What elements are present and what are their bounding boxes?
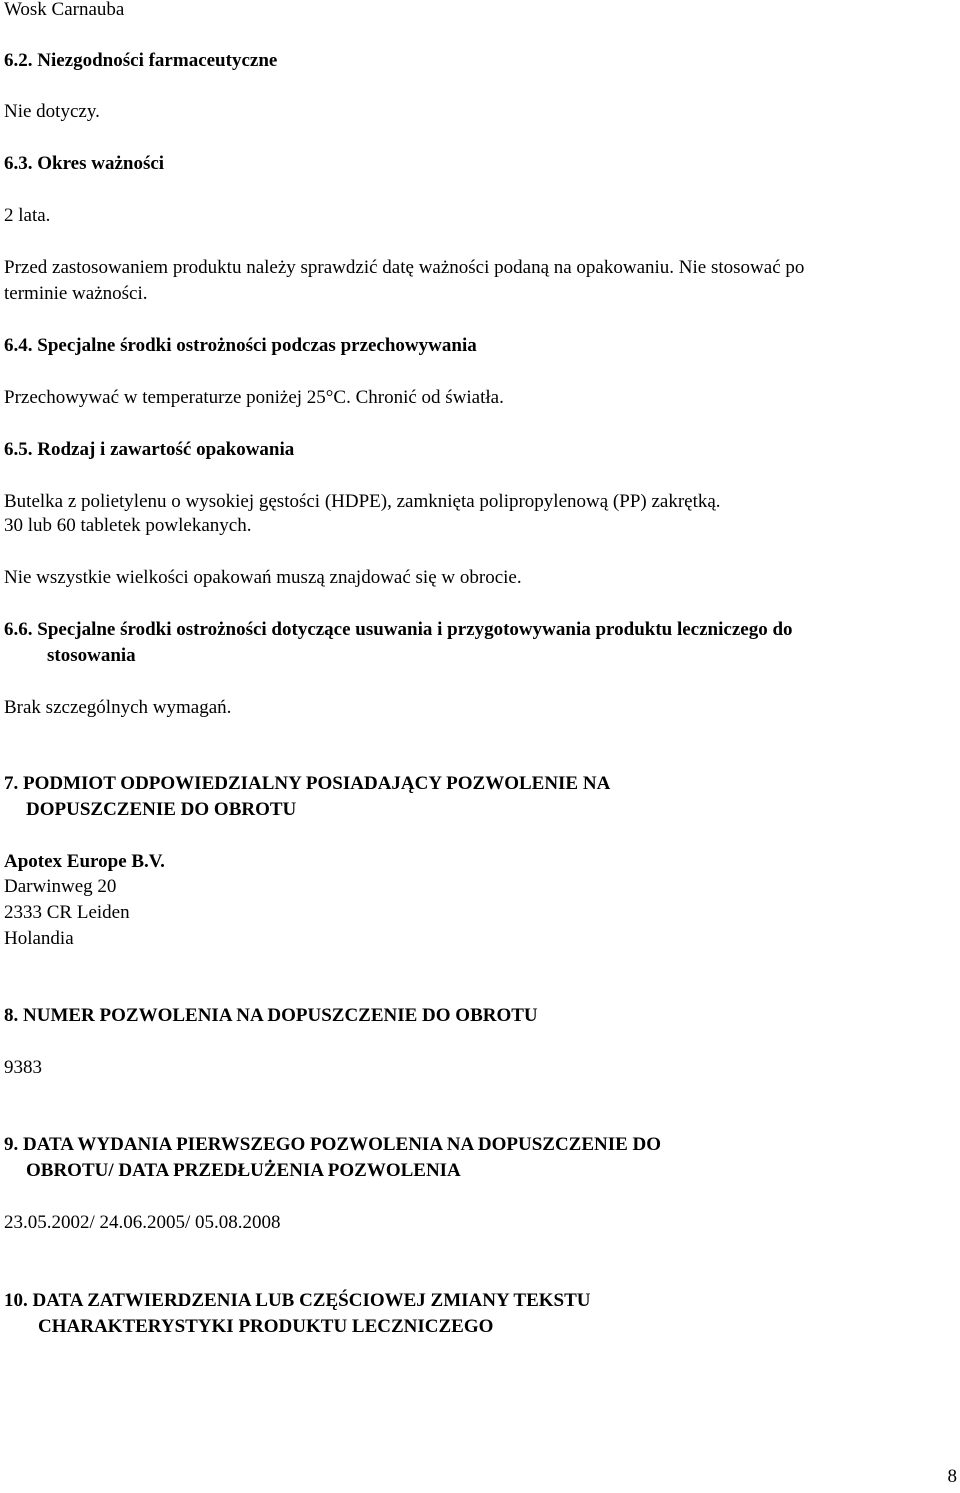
company-city: 2333 CR Leiden bbox=[4, 902, 130, 923]
section-6-5-text-3: Nie wszystkie wielkości opakowań muszą znajdować się w obrocie. bbox=[4, 567, 522, 588]
section-6-2-text: Nie dotyczy. bbox=[4, 101, 100, 122]
company-name: Apotex Europe B.V. bbox=[4, 851, 165, 872]
authorization-number: 9383 bbox=[4, 1057, 42, 1078]
authorization-dates: 23.05.2002/ 24.06.2005/ 05.08.2008 bbox=[4, 1212, 281, 1233]
company-country: Holandia bbox=[4, 928, 74, 949]
section-6-3-text-2-line-2: terminie ważności. bbox=[4, 283, 148, 304]
section-6-3-heading: 6.3. Okres ważności bbox=[4, 153, 165, 174]
section-7-heading-line-2: DOPUSZCZENIE DO OBROTU bbox=[26, 799, 297, 820]
section-6-5-text-2: 30 lub 60 tabletek powlekanych. bbox=[4, 515, 252, 536]
section-6-4-heading: 6.4. Specjalne środki ostrożności podczas przechowywania bbox=[4, 335, 477, 356]
section-6-6-text: Brak szczególnych wymagań. bbox=[4, 697, 232, 718]
section-6-3-text-1: 2 lata. bbox=[4, 205, 51, 226]
section-6-6-heading-line-2: stosowania bbox=[47, 645, 136, 666]
section-8-heading: 8. NUMER POZWOLENIA NA DOPUSZCZENIE DO OBROTU bbox=[4, 1005, 538, 1026]
section-7-heading-line-1: 7. PODMIOT ODPOWIEDZIALNY POSIADAJĄCY POZWOLENIE NA bbox=[4, 773, 611, 794]
company-street: Darwinweg 20 bbox=[4, 876, 117, 897]
page-number: 8 bbox=[947, 1466, 957, 1487]
section-9-heading-line-2: OBROTU/ DATA PRZEDŁUŻENIA POZWOLENIA bbox=[26, 1160, 461, 1181]
section-10-heading-line-2: CHARAKTERYSTYKI PRODUKTU LECZNICZEGO bbox=[38, 1316, 494, 1337]
section-6-5-text-1: Butelka z polietylenu o wysokiej gęstości (HDPE), zamknięta polipropylenową (PP) zakrętką. bbox=[4, 491, 721, 512]
section-6-4-text: Przechowywać w temperaturze poniżej 25°C. Chronić od światła. bbox=[4, 387, 504, 408]
section-6-5-heading: 6.5. Rodzaj i zawartość opakowania bbox=[4, 439, 295, 460]
section-6-6-heading-line-1: 6.6. Specjalne środki ostrożności dotyczące usuwania i przygotowywania produktu leczniczego do bbox=[4, 619, 793, 640]
section-6-3-text-2-line-1: Przed zastosowaniem produktu należy sprawdzić datę ważności podaną na opakowaniu. Nie stosować po bbox=[4, 257, 805, 278]
intro-text: Wosk Carnauba bbox=[4, 0, 125, 20]
section-6-2-heading: 6.2. Niezgodności farmaceutyczne bbox=[4, 50, 278, 71]
section-9-heading-line-1: 9. DATA WYDANIA PIERWSZEGO POZWOLENIA NA DOPUSZCZENIE DO bbox=[4, 1134, 662, 1155]
section-10-heading-line-1: 10. DATA ZATWIERDZENIA LUB CZĘŚCIOWEJ ZMIANY TEKSTU bbox=[4, 1290, 591, 1311]
